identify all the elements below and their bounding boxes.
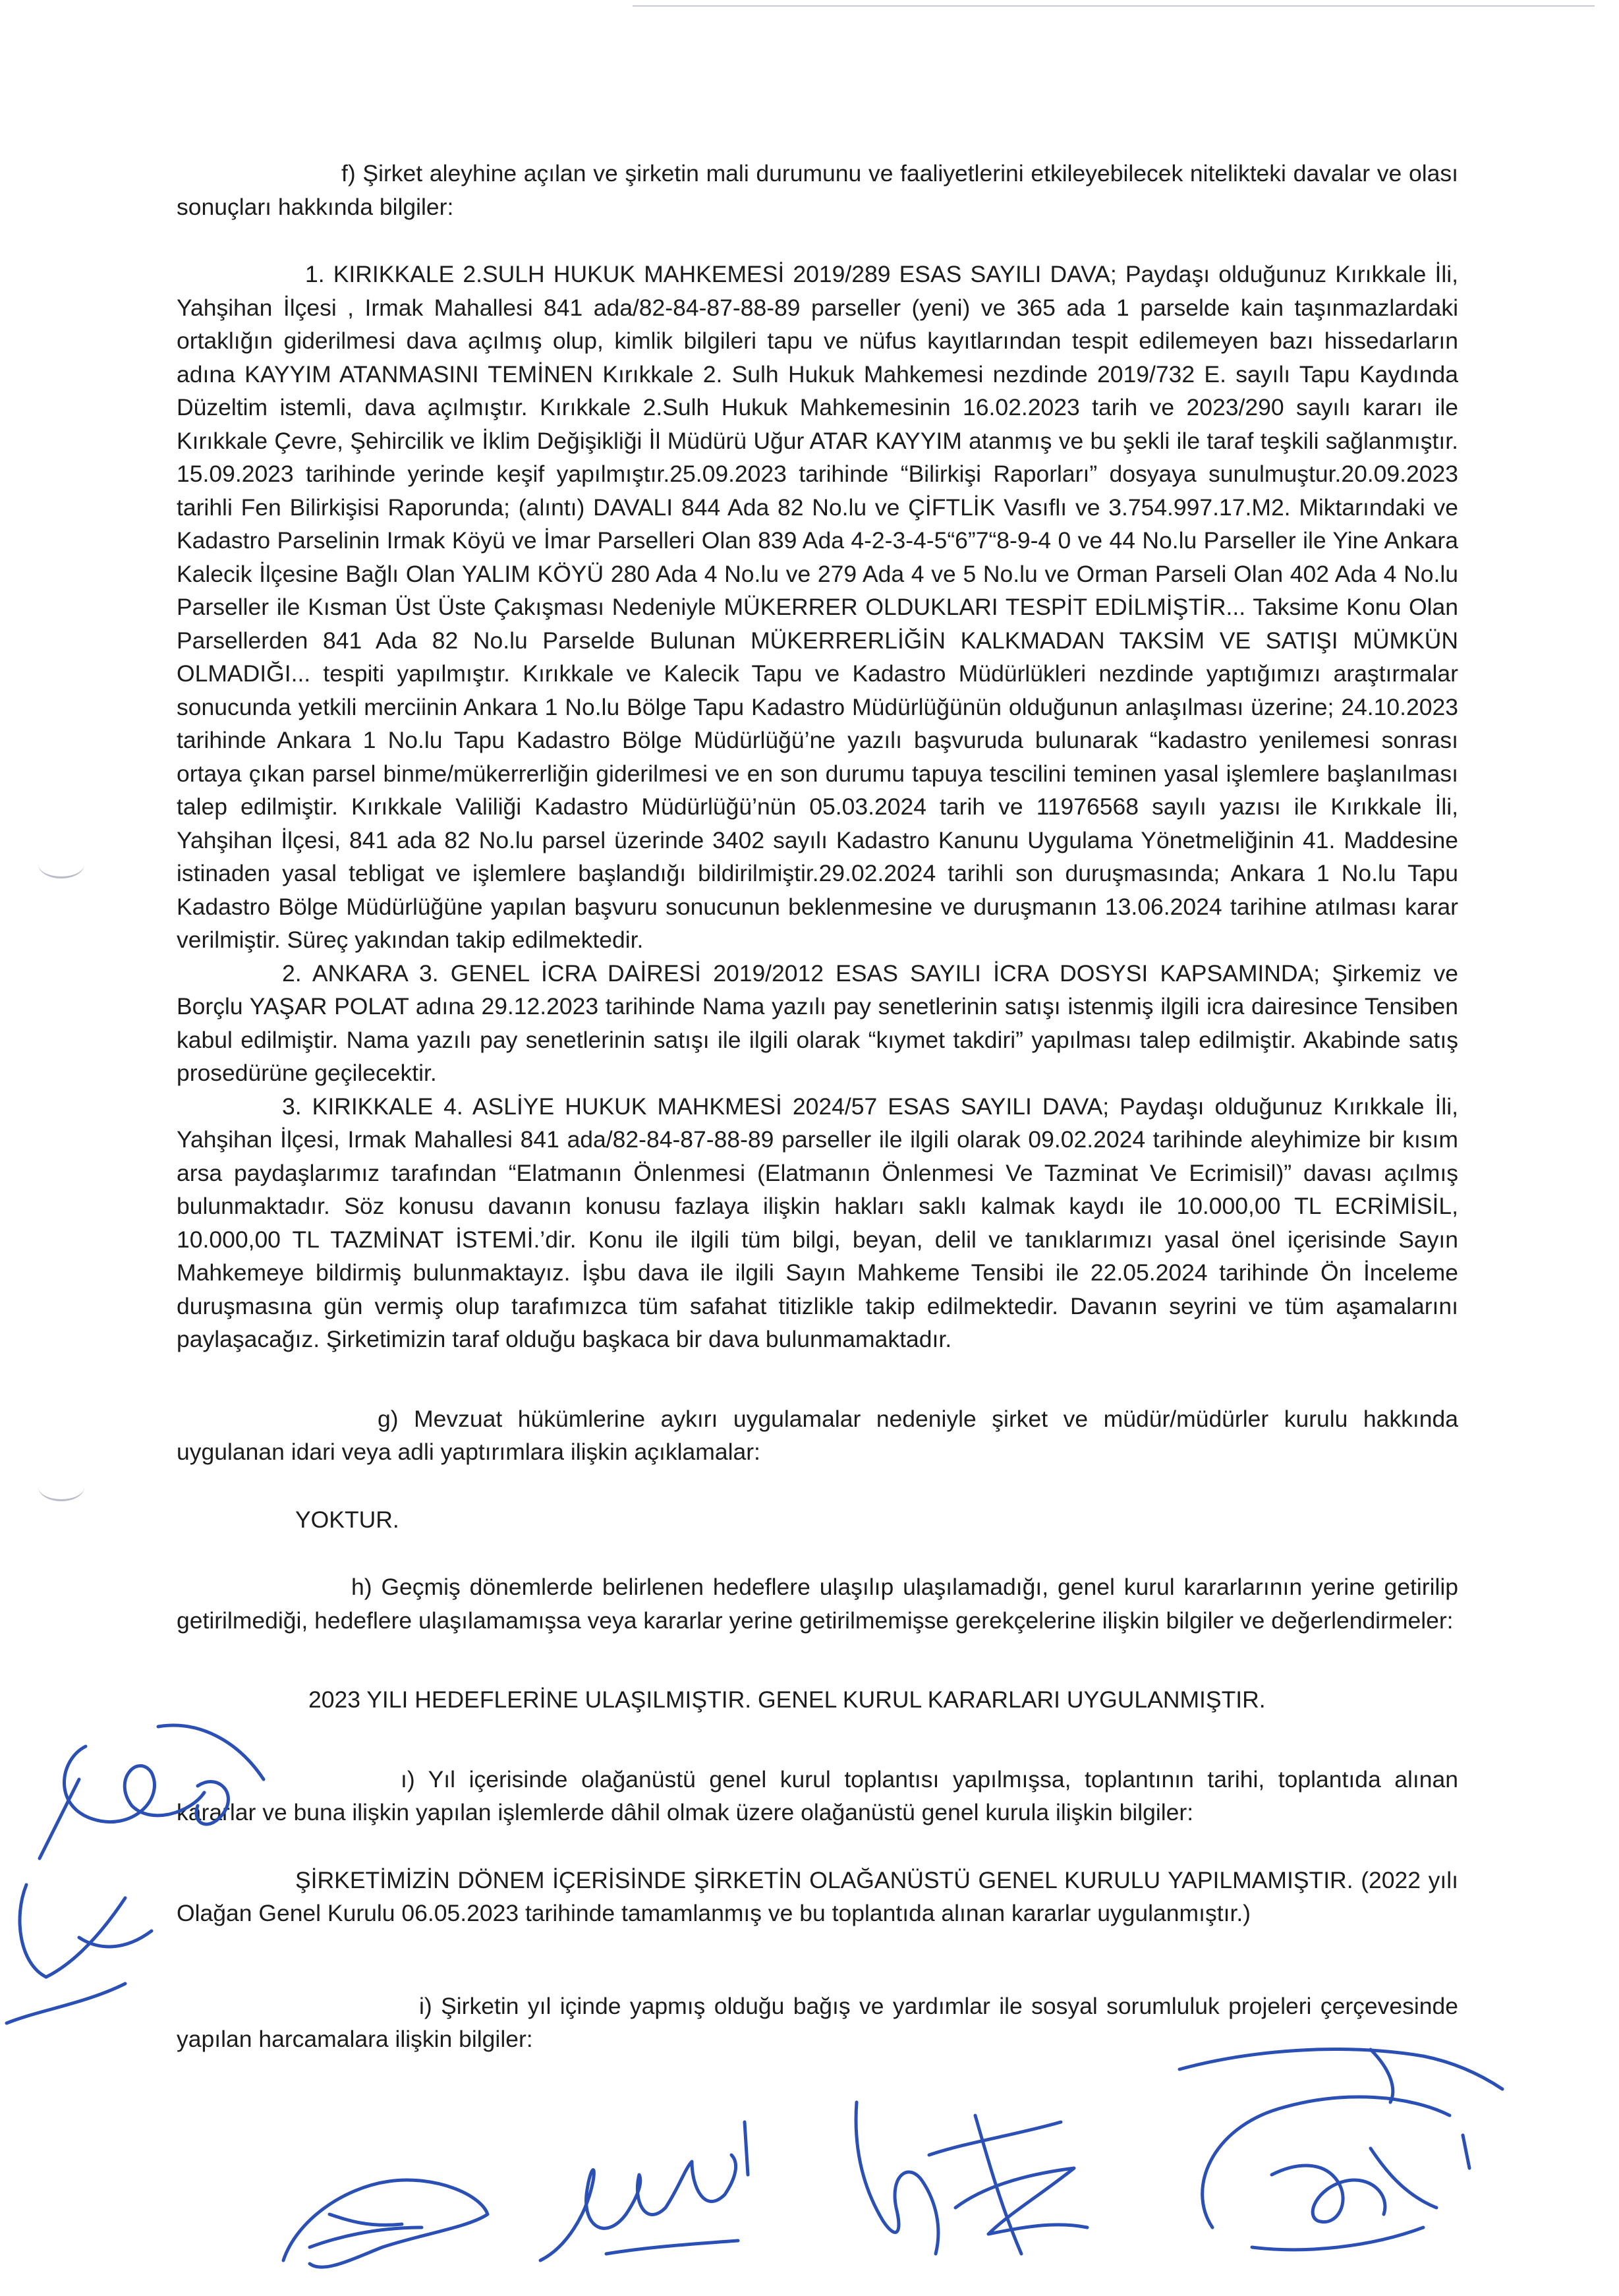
section-g-answer: YOKTUR. [295, 1506, 399, 1533]
section-f-item-3: 3. KIRIKKALE 4. ASLİYE HUKUK MAHKMESİ 2024/57 ESAS SAYILI DAVA; Paydaşı olduğunuz Kırıkkale İli, Yahşihan İlçesi, Irmak Mahallesi 841 ada/82-84-87-88-89 parseller ile ilgili olarak 09.02.2024 tarihinde aleyhimize bir kısım arsa paydaşlarımız tarafından “Elatmanın Önlenmesi (Elatmanın Önlenmesi Ve Tazminat Ve Ecrimisil)” davası açılmış bulunmaktadır. Söz konusu davanın konusu fazlaya ilişkin hakları saklı kalmak kaydı ile 10.000,00 TL ECRİMİSİL, 10.000,00 TL TAZMİNAT İSTEMİ.’dir. Konu ile ilgili tüm bilgi, beyan, delil ve tanıklarımızı yasal önel içerisinde Sayın Mahkemeye bildirmiş bulunmaktayız. İşbu dava ile ilgili Sayın Mahkeme Tensibi ile 22.05.2024 tarihinde Ön İnceleme duruşmasına gün vermiş olup tarafımızca tüm safahat titizlikle takip edilmektedir. Davanın seyrini ve tüm aşamalarını paylaşacağız. Şirketimizin taraf olduğu başkaca bir dava bulunmamaktadır. [177, 1093, 1458, 1352]
section-i1-heading: ı) Yıl içerisinde olağanüstü genel kurul toplantısı yapılmışsa, toplantının tarihi, toplantıda alınan kararlar ve buna ilişkin yapılan işlemlerde dâhil olmak üzere olağanüstü genel kurula ilişkin bilgiler: [177, 1765, 1458, 1825]
punch-hole-mark [38, 850, 84, 878]
document-body [177, 157, 1458, 2056]
bottom-signature-1 [270, 2096, 507, 2293]
section-g-heading: g) Mevzuat hükümlerine aykırı uygulamalar nedeniyle şirket ve müdür/müdürler kurulu hakkında uygulanan idari veya adli yaptırımlara ilişkin açıklamalar: [177, 1405, 1458, 1465]
section-f-item-2: 2. ANKARA 3. GENEL İCRA DAİRESİ 2019/2012 ESAS SAYILI İCRA DOSYSI KAPSAMINDA; Şirkemiz ve Borçlu YAŞAR POLAT adına 29.12.2023 tarihinde Nama yazılı pay senetlerinin satışı istenmiş ilgili icra dairesince Tensiben kabul edilmiştir. Nama yazılı pay senetlerinin satışı ile ilgili olarak “kıymet takdiri” yapılması talep edilmiştir. Akabinde satış prosedürüne geçilecektir. [177, 960, 1458, 1086]
section-f-heading: f) Şirket aleyhine açılan ve şirketin mali durumunu ve faaliyetlerini etkileyebilecek nitelikteki davalar ve olası sonuçları hakkında bilgiler: [177, 160, 1458, 220]
section-i2-heading: i) Şirketin yıl içinde yapmış olduğu bağış ve yardımlar ile sosyal sorumluluk projeleri çerçevesinde yapılan harcamalara ilişkin bilgiler: [177, 1992, 1458, 2052]
section-h-answer: 2023 YILI HEDEFLERİNE ULAŞILMIŞTIR. GENEL KURUL KARARLARI UYGULANMIŞTIR. [308, 1686, 1266, 1713]
scan-edge-line [633, 5, 1595, 7]
overlapping-signature-stroke [1173, 2030, 1516, 2109]
punch-hole-mark [38, 1473, 84, 1501]
section-f-item-1: 1. KIRIKKALE 2.SULH HUKUK MAHKEMESİ 2019/289 ESAS SAYILI DAVA; Paydaşı olduğunuz Kırıkkale İli, Yahşihan İlçesi , Irmak Mahallesi 841 ada/82-84-87-88-89 parseller (yeni) ve 365 ada 1 parselde kain taşınmazlardaki ortaklığın giderilmesi dava açılmış olup, kimlik bilgileri tapu ve nüfus kayıtlarından tespit edilemeyen bazı hissedarların adına KAYYIM ATANMASINI TEMİNEN Kırıkkale 2. Sulh Hukuk Mahkemesi nezdinde 2019/732 E. sayılı Tapu Kaydında Düzeltim istemli, dava açılmıştır. Kırıkkale 2.Sulh Hukuk Mahkemesinin 16.02.2023 tarih ve 2023/290 sayılı kararı ile Kırıkkale Çevre, Şehircilik ve İklim Değişikliği İl Müdürü Uğur ATAR KAYYIM atanmış ve bu şekli ile taraf teşkili sağlanmıştır. 15.09.2023 tarihinde yerinde keşif yapılmıştır.25.09.2023 tarihinde “Bilirkişi Raporları” dosyaya sunulmuştur.20.09.2023 tarihli Fen Bilirkişisi Raporunda; (alıntı) DAVALI 844 Ada 82 No.lu ve ÇİFTLİK Vasıflı ve 3.754.997.17.M2. Miktarındaki ve Kadastro Parselinin Irmak Köyü ve İmar Parselleri Olan 839 Ada 4-2-3-4-5“6”7“8-9-4 0 ve 44 No.lu Parseller ile Yine Ankara Kalecik İlçesine Bağlı Olan YALIM KÖYÜ 280 Ada 4 No.lu ve 279 Ada 4 ve 5 No.lu ve Orman Parseli Olan 402 Ada 4 No.lu Parseller ile Kısman Üst Üste Çakışması Nedeniyle MÜKERRER OLDUKLARI TESPİT EDİLMİŞTİR... Taksime Konu Olan Parsellerden 841 Ada 82 No.lu Parselde Bulunan MÜKERRERLİĞİN KALKMADAN TAKSİM VE SATIŞI MÜMKÜN OLMADIĞI... tespiti yapılmıştır. Kırıkkale ve Kalecik Tapu ve Kadastro Müdürlükleri nezdinde yaptığımızı araştırmalar sonucunda yetkili merciinin Ankara 1 No.lu Bölge Tapu Kadastro Müdürlüğünün olduğunun anlaşılması üzerine; 24.10.2023 tarihinde Ankara 1 No.lu Tapu Kadastro Bölge Müdürlüğü’ne yazılı başvuruda bulunarak “kadastro yenilemesi sonrası ortaya çıkan parsel binme/mükerrerliğin giderilmesi ve en son durumu tapuya tescilini teminen yasal işlemlere başlanılması talep edilmiştir. Kırıkkale Valiliği Kadastro Müdürlüğü’nün 05.03.2024 tarih ve 11976568 sayılı yazısı ile Kırıkkale İli, Yahşihan İlçesi, 841 ada 82 No.lu parsel üzerinde 3402 sayılı Kadastro Kanunu Uygulama Yönetmeliğinin 41. Maddesine istinaden yasal tebligat ve işlemlere başlandığı bildirilmiştir.29.02.2024 tarihli son duruşmasında; Ankara 1 No.lu Tapu Kadastro Bölge Müdürlüğüne yapılan başvuru sonucunun beklenmesine ve duruşmanın 13.06.2024 tarihine atılması karar verilmiştir. Süreç yakından takip edilmektedir. [177, 261, 1458, 953]
section-h-heading: h) Geçmiş dönemlerde belirlenen hedeflere ulaşılıp ulaşılamadığı, genel kurul kararlarının yerine getirilip getirilmediği, hedeflere ulaşılamamışsa veya kararlar yerine getirilmemişse gerekçelerine ilişkin bilgiler ve değerlendirmeler: [177, 1574, 1458, 1634]
margin-signature [0, 1700, 290, 2043]
bottom-signature-2 [527, 2082, 791, 2280]
bottom-signature-3 [824, 2076, 1114, 2287]
section-i1-answer: ŞİRKETİMİZİN DÖNEM İÇERİSİNDE ŞİRKETİN OLAĞANÜSTÜ GENEL KURULU YAPILMAMIŞTIR. (2022 yılı Olağan Genel Kurulu 06.05.2023 tarihinde tamamlanmış ve bu toplantıda alınan kararlar uygulanmıştır.) [177, 1866, 1458, 1926]
